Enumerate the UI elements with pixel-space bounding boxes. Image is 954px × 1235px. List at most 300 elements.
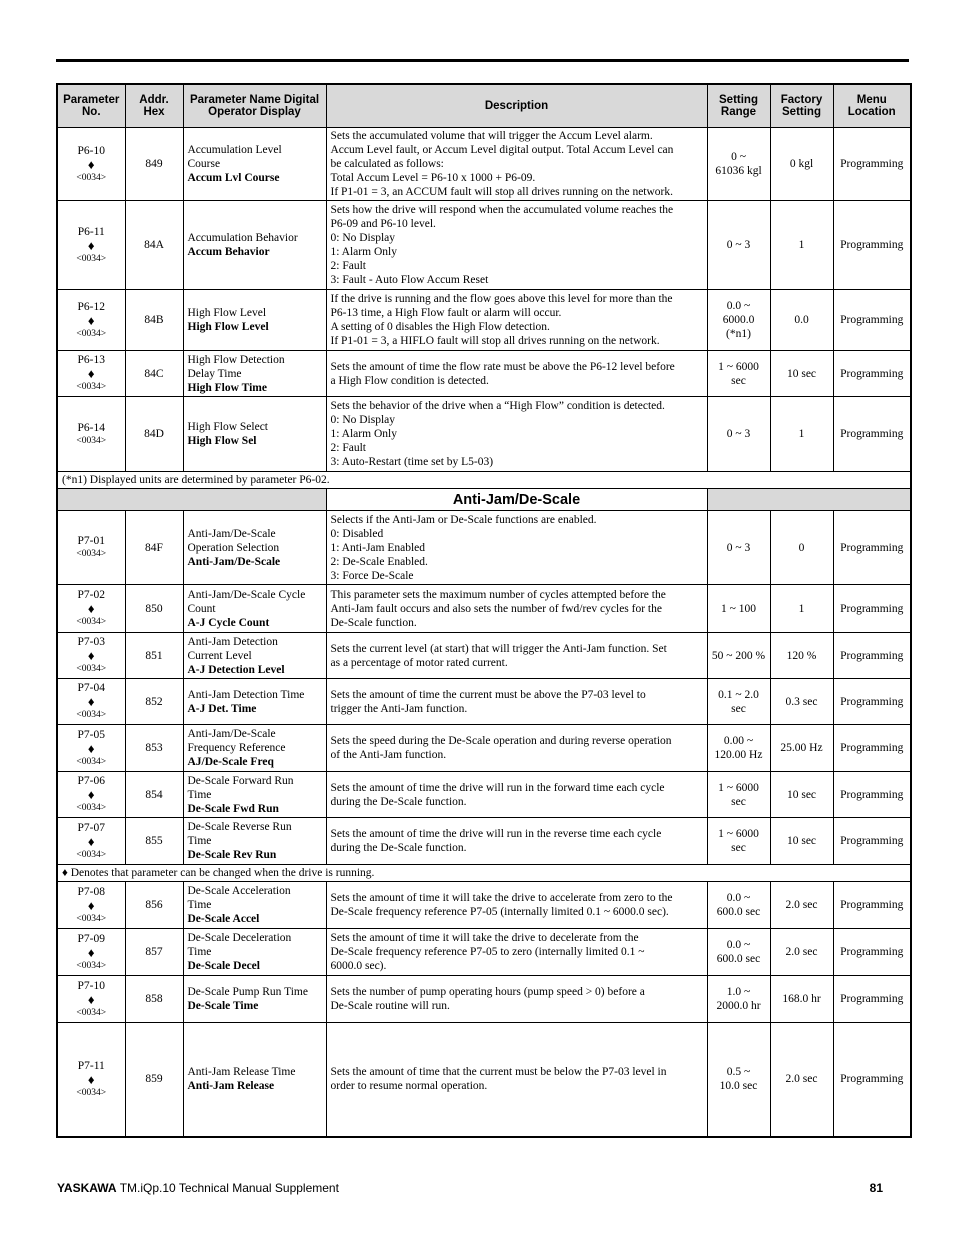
param-no: P7-03 <box>77 636 105 648</box>
menu-location: Programming <box>833 725 911 772</box>
setting-range-cell <box>707 290 770 351</box>
run-change-diamond-icon: ♦ <box>87 991 95 1007</box>
operator-display-name: De-Scale Accel <box>187 913 260 925</box>
access-code: <0034> <box>76 617 107 627</box>
description-line: 2: De-Scale Enabled. <box>330 555 428 568</box>
description-cell <box>326 633 707 679</box>
table-row <box>57 201 911 290</box>
description-cell <box>326 397 707 472</box>
run-change-diamond-icon: ♦ <box>87 366 95 381</box>
setting-range-line: 600.0 sec <box>716 906 761 918</box>
description-line: Sets the amount of time it will take the drive to decelerate from the <box>330 932 639 944</box>
table-row <box>57 818 911 865</box>
table-row <box>57 290 911 351</box>
description-cell <box>326 351 707 397</box>
description-cell <box>326 511 707 585</box>
description-line: be calculated as follows: <box>330 158 444 170</box>
access-code: <0034> <box>76 1087 107 1098</box>
description-line: Sets the amount of time the drive will run in the reverse time each cycle <box>330 828 662 840</box>
description-cell <box>326 1023 707 1137</box>
menu-location: Programming <box>833 585 911 633</box>
description-line: Sets the amount of time it will take the drive to accelerate from zero to the <box>330 892 673 904</box>
param-no: P6-10 <box>77 144 105 157</box>
param-name-line: High Flow Level <box>187 307 267 319</box>
description-line: 0: No Display <box>330 232 396 244</box>
param-name-cell <box>183 818 326 865</box>
footer-brand: YASKAWA <box>57 1181 117 1195</box>
run-change-diamond-icon: ♦ <box>87 740 95 756</box>
table-row <box>57 511 911 585</box>
menu-location: Programming <box>833 511 911 585</box>
param-no: P7-01 <box>77 535 105 547</box>
setting-range-line: 0 ~ 3 <box>726 428 751 440</box>
setting-range-line: 1 ~ 6000 <box>718 781 759 794</box>
param-name-cell <box>183 772 326 818</box>
param-name-line: De-Scale Deceleration <box>187 932 292 944</box>
run-change-diamond-icon: ♦ <box>87 648 95 663</box>
description-line: De-Scale routine will run. <box>330 1000 450 1012</box>
param-name-cell <box>183 201 326 290</box>
setting-range-cell <box>707 1023 770 1137</box>
setting-range-cell <box>707 929 770 976</box>
description-cell <box>326 818 707 865</box>
run-change-diamond-icon: ♦ <box>87 601 95 616</box>
description-line: order to resume normal operation. <box>330 1080 488 1093</box>
param-name-line: Time <box>187 899 212 911</box>
access-code: <0034> <box>76 913 107 924</box>
description-line: 1: Anti-Jam Enabled <box>330 541 426 554</box>
page-number: 81 <box>869 1181 883 1195</box>
param-name-cell <box>183 679 326 725</box>
description-line: This parameter sets the maximum number of cycles attempted before the <box>330 588 666 601</box>
page-footer <box>57 1181 883 1195</box>
setting-range-cell <box>707 351 770 397</box>
access-code: <0034> <box>76 253 107 264</box>
access-code: <0034> <box>76 960 107 971</box>
description-line: Sets the current level (at start) that will trigger the Anti-Jam function. Set <box>330 642 667 655</box>
addr-hex: 84F <box>125 511 183 585</box>
param-no: P7-09 <box>77 932 105 945</box>
operator-display-name: High Flow Sel <box>187 435 257 447</box>
factory-setting: 0.3 sec <box>770 679 833 725</box>
description-line: 1: Alarm Only <box>330 246 397 258</box>
menu-location: Programming <box>833 633 911 679</box>
table-row <box>57 633 911 679</box>
param-name-line: High Flow Detection <box>187 353 285 366</box>
run-change-diamond-icon: ♦ <box>87 833 95 849</box>
menu-location: Programming <box>833 1023 911 1137</box>
description-line: a High Flow condition is detected. <box>330 374 489 387</box>
description-cell <box>326 725 707 772</box>
description-cell <box>326 585 707 633</box>
footer-title: TM.iQp.10 Technical Manual Supplement <box>119 1181 339 1195</box>
description-line: 3: Fault - Auto Flow Accum Reset <box>330 274 489 286</box>
operator-display-name: Anti-Jam Release <box>187 1080 275 1093</box>
param-name-line: Current Level <box>187 649 252 662</box>
access-code: <0034> <box>76 756 107 767</box>
setting-range-cell <box>707 128 770 201</box>
setting-range-line: 1 ~ 100 <box>721 602 756 615</box>
access-code: <0034> <box>76 664 107 674</box>
param-name-cell <box>183 929 326 976</box>
table-row <box>57 679 911 725</box>
setting-range-line: 1 ~ 6000 <box>718 360 759 373</box>
param-name-line: Operation Selection <box>187 541 280 554</box>
param-name-cell <box>183 351 326 397</box>
param-name-cell <box>183 633 326 679</box>
header-param-name: Parameter Name Digital Operator Display <box>183 84 326 128</box>
setting-range-line: (*n1) <box>726 328 751 340</box>
header-menu-location: Menu Location <box>833 84 911 128</box>
description-line: Sets the number of pump operating hours (pump speed > 0) before a <box>330 986 645 998</box>
param-name-cell <box>183 397 326 472</box>
setting-range-line: 0 ~ <box>731 151 746 163</box>
setting-range-line: 50 ~ 200 % <box>711 649 766 662</box>
param-no-cell <box>57 351 125 397</box>
units-note: (*n1) Displayed units are determined by parameter P6-02. <box>57 472 911 489</box>
description-line: as a percentage of motor rated current. <box>330 656 508 669</box>
note-2-group <box>57 865 911 882</box>
access-code: <0034> <box>76 382 107 392</box>
setting-range-cell <box>707 725 770 772</box>
param-no-cell <box>57 818 125 865</box>
param-name-line: De-Scale Pump Run Time <box>187 986 308 998</box>
description-line: of the Anti-Jam function. <box>330 749 447 761</box>
section-header-spacer-right <box>707 489 911 511</box>
setting-range-line: 0.00 ~ <box>723 735 754 747</box>
description-line: Sets how the drive will respond when the accumulated volume reaches the <box>330 204 674 216</box>
param-no-cell <box>57 976 125 1023</box>
menu-location: Programming <box>833 772 911 818</box>
factory-setting: 1 <box>770 585 833 633</box>
description-cell <box>326 976 707 1023</box>
param-name-line: Anti-Jam Detection Time <box>187 688 305 701</box>
description-line: 3: Auto-Restart (time set by L5-03) <box>330 456 494 468</box>
table-row <box>57 397 911 472</box>
factory-setting: 2.0 sec <box>770 929 833 976</box>
setting-range-line: sec <box>731 374 746 387</box>
param-no-cell <box>57 772 125 818</box>
parameter-table <box>56 83 912 1138</box>
description-line: Anti-Jam fault occurs and also sets the number of fwd/rev cycles for the <box>330 602 662 615</box>
description-cell <box>326 290 707 351</box>
operator-display-name: High Flow Level <box>187 321 269 333</box>
description-line: Sets the amount of time the drive will run in the forward time each cycle <box>330 781 665 794</box>
description-line: 3: Force De-Scale <box>330 569 414 582</box>
access-code: <0034> <box>76 710 107 720</box>
factory-setting: 0 <box>770 511 833 585</box>
param-name-cell <box>183 128 326 201</box>
operator-display-name: De-Scale Rev Run <box>187 849 277 861</box>
addr-hex: 858 <box>125 976 183 1023</box>
setting-range-cell <box>707 511 770 585</box>
param-name-line: Anti-Jam Release Time <box>187 1066 296 1079</box>
section-header-row <box>57 489 911 511</box>
addr-hex: 856 <box>125 882 183 929</box>
menu-location: Programming <box>833 397 911 472</box>
description-line: Total Accum Level = P6-10 x 1000 + P6-09. <box>330 172 536 184</box>
setting-range-line: 2000.0 hr <box>716 1000 761 1012</box>
menu-location: Programming <box>833 128 911 201</box>
param-no: P7-04 <box>77 682 105 694</box>
param-name-line: Course <box>187 158 221 170</box>
description-line: Sets the accumulated volume that will trigger the Accum Level alarm. <box>330 130 653 142</box>
run-change-diamond-icon: ♦ <box>87 694 95 709</box>
description-line: Sets the behavior of the drive when a “High Flow” condition is detected. <box>330 400 665 412</box>
param-no-cell <box>57 201 125 290</box>
access-code: <0034> <box>76 1007 107 1018</box>
factory-setting: 0 kgl <box>770 128 833 201</box>
param-name-cell <box>183 290 326 351</box>
operator-display-name: De-Scale Time <box>187 1000 259 1012</box>
param-no: P6-14 <box>77 421 105 434</box>
addr-hex: 84D <box>125 397 183 472</box>
description-cell <box>326 679 707 725</box>
factory-setting: 10 sec <box>770 772 833 818</box>
description-cell <box>326 128 707 201</box>
param-no-cell <box>57 397 125 472</box>
access-code: <0034> <box>76 849 107 860</box>
access-code: <0034> <box>76 549 107 559</box>
param-name-cell <box>183 1023 326 1137</box>
table-group-p7b <box>57 882 911 1137</box>
operator-display-name: Accum Behavior <box>187 246 270 258</box>
setting-range-line: 61036 kgl <box>715 165 762 177</box>
param-no: P7-11 <box>77 1059 105 1072</box>
setting-range-line: sec <box>731 702 746 715</box>
addr-hex: 84A <box>125 201 183 290</box>
param-no: P7-05 <box>77 728 105 741</box>
menu-location: Programming <box>833 351 911 397</box>
factory-setting: 0.0 <box>770 290 833 351</box>
param-name-line: Count <box>187 602 216 615</box>
factory-setting: 120 % <box>770 633 833 679</box>
run-change-diamond-icon: ♦ <box>87 237 95 253</box>
param-no-cell <box>57 633 125 679</box>
setting-range-line: 0 ~ 3 <box>726 239 751 251</box>
addr-hex: 852 <box>125 679 183 725</box>
param-name-line: De-Scale Acceleration <box>187 885 291 897</box>
menu-location: Programming <box>833 201 911 290</box>
table-row <box>57 772 911 818</box>
setting-range-cell <box>707 772 770 818</box>
description-line: during the De-Scale function. <box>330 842 467 854</box>
param-name-cell <box>183 725 326 772</box>
param-no: P7-08 <box>77 885 105 898</box>
param-no-cell <box>57 725 125 772</box>
description-line: Sets the amount of time that the current must be below the P7-03 level in <box>330 1066 667 1079</box>
operator-display-name: Anti-Jam/De-Scale <box>187 555 281 568</box>
addr-hex: 857 <box>125 929 183 976</box>
menu-location: Programming <box>833 929 911 976</box>
setting-range-cell <box>707 397 770 472</box>
description-line: If P1-01 = 3, an ACCUM fault will stop all drives running on the network. <box>330 186 674 198</box>
setting-range-cell <box>707 633 770 679</box>
run-change-diamond-icon: ♦ <box>87 897 95 913</box>
description-line: De-Scale frequency reference P7-05 to zero (internally limited 0.1 ~ <box>330 946 645 958</box>
setting-range-line: sec <box>731 795 746 808</box>
param-name-line: Delay Time <box>187 367 242 380</box>
param-no-cell <box>57 290 125 351</box>
param-name-cell <box>183 511 326 585</box>
operator-display-name: A-J Det. Time <box>187 702 257 715</box>
operator-display-name: A-J Cycle Count <box>187 616 270 629</box>
menu-location: Programming <box>833 290 911 351</box>
table-header-row <box>57 84 911 128</box>
addr-hex: 851 <box>125 633 183 679</box>
param-name-line: Time <box>187 946 212 958</box>
description-line: If the drive is running and the flow goes above this level for more than the <box>330 293 673 305</box>
param-no: P6-13 <box>77 354 105 366</box>
description-line: 2: Fault <box>330 260 366 272</box>
param-name-line: Time <box>187 788 212 801</box>
description-line: P6-13 time, a High Flow fault or alarm will occur. <box>330 307 562 319</box>
table-group-p7a <box>57 511 911 865</box>
description-cell <box>326 201 707 290</box>
menu-location: Programming <box>833 882 911 929</box>
access-code: <0034> <box>76 172 107 183</box>
access-code: <0034> <box>76 435 107 446</box>
setting-range-line: 120.00 Hz <box>714 749 763 761</box>
factory-setting: 1 <box>770 201 833 290</box>
factory-setting: 10 sec <box>770 818 833 865</box>
setting-range-cell <box>707 585 770 633</box>
param-no-cell <box>57 511 125 585</box>
addr-hex: 853 <box>125 725 183 772</box>
factory-setting: 2.0 sec <box>770 882 833 929</box>
setting-range-line: 0 ~ 3 <box>726 541 751 554</box>
factory-setting: 1 <box>770 397 833 472</box>
setting-range-cell <box>707 679 770 725</box>
param-name-line: Anti-Jam/De-Scale Cycle <box>187 588 306 601</box>
description-line: during the De-Scale function. <box>330 795 467 808</box>
description-cell <box>326 772 707 818</box>
setting-range-line: 0.1 ~ 2.0 <box>718 688 759 701</box>
table-row <box>57 882 911 929</box>
factory-setting: 168.0 hr <box>770 976 833 1023</box>
param-no-cell <box>57 128 125 201</box>
setting-range-line: 0.0 ~ <box>726 939 751 951</box>
setting-range-line: 6000.0 <box>722 314 755 326</box>
param-name-line: Accumulation Level <box>187 144 282 156</box>
operator-display-name: De-Scale Decel <box>187 960 260 972</box>
description-cell <box>326 929 707 976</box>
top-rule <box>56 59 909 62</box>
operator-display-name: De-Scale Fwd Run <box>187 802 279 815</box>
description-line: Sets the speed during the De-Scale operation and during reverse operation <box>330 735 672 747</box>
addr-hex: 849 <box>125 128 183 201</box>
description-line: Sets the amount of time the flow rate must be above the P6-12 level before <box>330 360 675 373</box>
setting-range-line: 10.0 sec <box>719 1080 758 1093</box>
menu-location: Programming <box>833 976 911 1023</box>
param-name-line: De-Scale Forward Run <box>187 774 294 787</box>
setting-range-cell <box>707 976 770 1023</box>
header-description: Description <box>326 84 707 128</box>
description-line: 0: Disabled <box>330 527 384 540</box>
section-title: Anti-Jam/De-Scale <box>326 489 707 511</box>
description-line: If P1-01 = 3, a HIFLO fault will stop all drives running on the network. <box>330 335 660 347</box>
table-row <box>57 1023 911 1137</box>
setting-range-line: sec <box>731 842 746 854</box>
addr-hex: 859 <box>125 1023 183 1137</box>
description-line: Sets the amount of time the current must be above the P7-03 level to <box>330 688 646 701</box>
setting-range-cell <box>707 882 770 929</box>
param-name-cell <box>183 882 326 929</box>
param-name-line: Anti-Jam/De-Scale <box>187 728 276 740</box>
note-1-group <box>57 472 911 511</box>
description-line: A setting of 0 disables the High Flow detection. <box>330 321 550 333</box>
param-name-line: Frequency Reference <box>187 742 286 754</box>
table-row <box>57 725 911 772</box>
setting-range-line: 0.5 ~ <box>726 1066 751 1079</box>
description-line: 1: Alarm Only <box>330 428 397 440</box>
param-no-cell <box>57 882 125 929</box>
param-name-line: Time <box>187 835 212 847</box>
addr-hex: 854 <box>125 772 183 818</box>
factory-setting: 25.00 Hz <box>770 725 833 772</box>
param-no-cell <box>57 679 125 725</box>
header-param-no: Parameter No. <box>57 84 125 128</box>
description-line: trigger the Anti-Jam function. <box>330 702 468 715</box>
param-name-line: Anti-Jam Detection <box>187 635 278 648</box>
param-no-cell <box>57 929 125 976</box>
section-header-spacer-left <box>57 489 326 511</box>
operator-display-name: A-J Detection Level <box>187 663 285 676</box>
setting-range-cell <box>707 818 770 865</box>
table-group-p6 <box>57 128 911 472</box>
note-row <box>57 472 911 489</box>
param-no: P7-02 <box>77 589 105 601</box>
description-line: De-Scale function. <box>330 616 417 629</box>
operator-display-name: Accum Lvl Course <box>187 172 280 184</box>
table-row <box>57 585 911 633</box>
run-change-diamond-icon: ♦ <box>87 312 95 328</box>
param-no: P7-06 <box>77 775 105 787</box>
header-setting-range: Setting Range <box>707 84 770 128</box>
setting-range-line: 1.0 ~ <box>726 986 751 998</box>
description-line: Accum Level fault, or Accum Level digital output. Total Accum Level can <box>330 144 674 156</box>
run-change-diamond-icon: ♦ <box>87 787 95 802</box>
param-name-cell <box>183 585 326 633</box>
access-code: <0034> <box>76 328 107 339</box>
factory-setting: 2.0 sec <box>770 1023 833 1137</box>
description-line: 2: Fault <box>330 442 366 454</box>
param-name-cell <box>183 976 326 1023</box>
param-no-cell <box>57 1023 125 1137</box>
param-name-line: High Flow Select <box>187 421 268 433</box>
operator-display-name: High Flow Time <box>187 381 267 394</box>
addr-hex: 855 <box>125 818 183 865</box>
description-line: De-Scale frequency reference P7-05 (internally limited 0.1 ~ 6000.0 sec). <box>330 906 669 918</box>
param-no-cell <box>57 585 125 633</box>
access-code: <0034> <box>76 803 107 813</box>
description-line: Selects if the Anti-Jam or De-Scale functions are enabled. <box>330 513 597 526</box>
diamond-note: ♦ Denotes that parameter can be changed when the drive is running. <box>57 865 911 882</box>
menu-location: Programming <box>833 818 911 865</box>
description-line: 0: No Display <box>330 414 396 426</box>
description-cell <box>326 882 707 929</box>
table-row <box>57 128 911 201</box>
header-factory-setting: Factory Setting <box>770 84 833 128</box>
addr-hex: 84C <box>125 351 183 397</box>
run-change-diamond-icon: ♦ <box>87 944 95 960</box>
addr-hex: 84B <box>125 290 183 351</box>
param-name-line: Accumulation Behavior <box>187 232 298 244</box>
param-no: P6-11 <box>77 225 105 238</box>
table-row <box>57 351 911 397</box>
setting-range-line: 0.0 ~ <box>726 300 751 312</box>
description-line: 6000.0 sec). <box>330 960 387 972</box>
